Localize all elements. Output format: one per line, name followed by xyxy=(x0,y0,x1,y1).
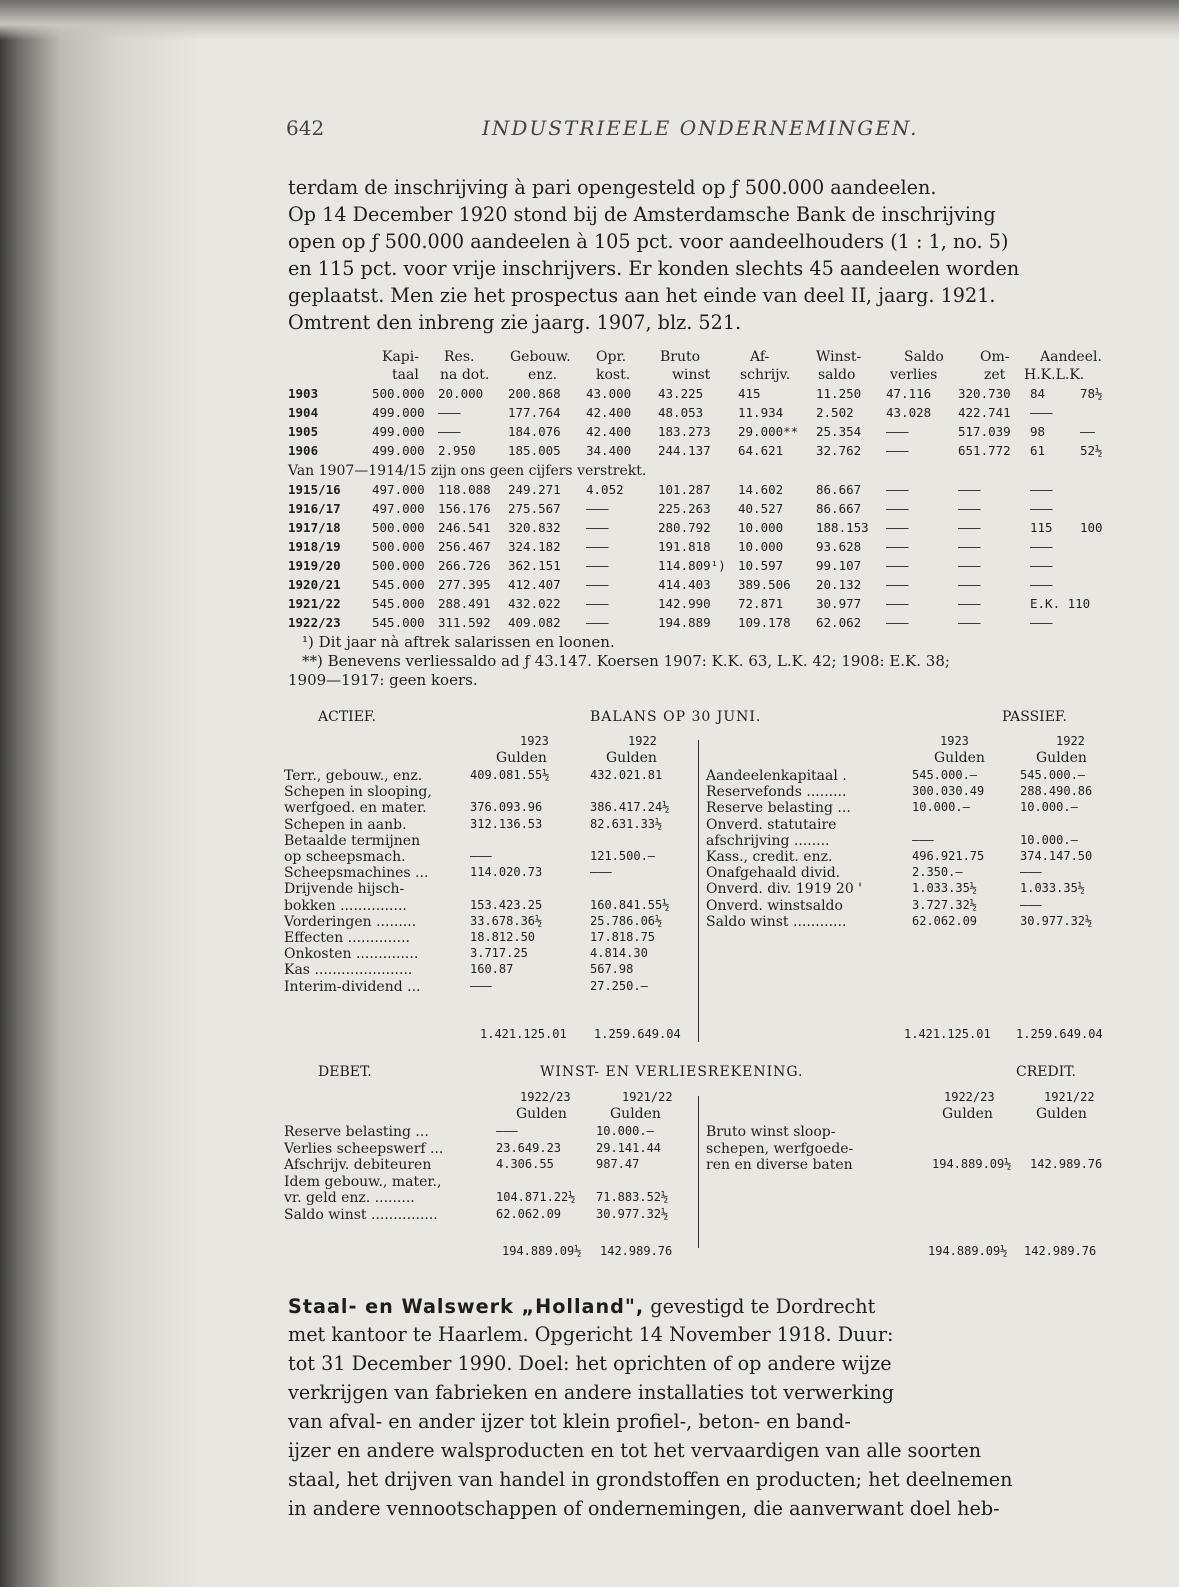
table-cell: 497.000 xyxy=(372,501,425,516)
ledger-value: 545.000.— xyxy=(1020,768,1086,782)
table-cell: 320.832 xyxy=(508,520,561,535)
ledger-value: 153.423.25 xyxy=(470,897,543,912)
unit-label: Gulden xyxy=(516,1106,567,1122)
ledger-label: afschrijving ........ xyxy=(706,832,830,849)
table-cell: —— xyxy=(1080,424,1096,439)
text-line: met kantoor te Haarlem. Opgericht 14 November 1918. Duur: xyxy=(288,1323,894,1346)
table-cell: 275.567 xyxy=(508,501,561,516)
row-year: 1917/18 xyxy=(288,520,341,535)
ledger-label: Reserve belasting ... xyxy=(706,800,851,817)
table-cell: 362.151 xyxy=(508,558,561,573)
table-cell: 115 xyxy=(1030,520,1053,535)
table-cell: 500.000 xyxy=(372,386,425,401)
table-cell: ——— xyxy=(1030,539,1053,554)
text-line: tot 31 December 1990. Doel: het oprichten of op andere wijze xyxy=(288,1352,892,1375)
ledger-label: Scheepsmachines ... xyxy=(284,865,429,882)
table-cell: 499.000 xyxy=(372,443,425,458)
table-cell: 244.137 xyxy=(658,443,711,458)
table-cell: 246.541 xyxy=(438,520,491,535)
table-cell: 64.621 xyxy=(738,443,784,458)
table-cell: ——— xyxy=(586,520,609,535)
table-cell: 177.764 xyxy=(508,405,561,420)
table-cell: 500.000 xyxy=(372,558,425,573)
row-year: 1905 xyxy=(288,424,319,439)
ledger-value: 386.417.24½ xyxy=(590,800,670,815)
text-line: in andere vennootschappen of ondernemingen, die aanverwant doel heb- xyxy=(288,1497,1000,1520)
ledger-value: 1.033.35½ xyxy=(1020,881,1086,896)
table-cell: ——— xyxy=(958,501,981,516)
table-cell: 422.741 xyxy=(958,405,1011,420)
table-cell: 320.730 xyxy=(958,386,1011,401)
col-header: Bruto xyxy=(660,349,701,365)
text-line: verkrijgen van fabrieken en andere installaties tot verwerking xyxy=(288,1381,895,1404)
table-cell: 545.000 xyxy=(372,596,425,611)
table-cell: 156.176 xyxy=(438,501,491,516)
running-title: INDUSTRIEELE ONDERNEMINGEN. xyxy=(482,116,919,140)
intro-line: open op ƒ 500.000 aandeelen à 105 pct. voor aandeelhouders (1 : 1, no. 5) xyxy=(288,230,1009,253)
ledger-label: Aandeelenkapitaal . xyxy=(706,768,847,784)
ledger-value: 29.141.44 xyxy=(596,1140,662,1155)
ledger-label: Terr., gebouw., enz. xyxy=(284,768,423,784)
ledger-label: Drijvende hijsch- xyxy=(284,881,405,898)
table-cell: 2.502 xyxy=(816,405,854,420)
table-cell: 499.000 xyxy=(372,405,425,420)
passief-title: PASSIEF. xyxy=(1002,709,1067,725)
ledger-value: 300.030.49 xyxy=(912,784,985,799)
table-cell: 84 xyxy=(1030,386,1046,401)
column-divider xyxy=(698,740,699,1042)
table-cell: 288.491 xyxy=(438,596,491,611)
credit-title: CREDIT. xyxy=(1016,1064,1076,1080)
ledger-value: 142.989.76 xyxy=(1030,1157,1103,1171)
gap-note: Van 1907—1914/15 zijn ons geen cijfers verstrekt. xyxy=(288,463,647,479)
table-cell: 42.400 xyxy=(586,424,632,439)
table-cell: ——— xyxy=(438,405,461,420)
table-cell: 225.263 xyxy=(658,501,711,516)
table-cell: ——— xyxy=(1030,615,1053,630)
table-cell: 62.062 xyxy=(816,615,862,630)
table-cell: 188.153 xyxy=(816,520,869,535)
table-cell: 517.039 xyxy=(958,424,1011,439)
table-cell: 10.000 xyxy=(738,520,784,535)
table-cell: 414.403 xyxy=(658,577,711,592)
col-header: Om- xyxy=(980,349,1010,365)
table-cell: 32.762 xyxy=(816,443,862,458)
table-cell: 311.592 xyxy=(438,615,491,630)
col-header: taal xyxy=(392,367,419,383)
table-cell: ——— xyxy=(1030,558,1053,573)
table-cell: 500.000 xyxy=(372,520,425,535)
table-cell: 20.000 xyxy=(438,386,484,401)
table-cell: ——— xyxy=(958,558,981,573)
table-cell: 545.000 xyxy=(372,577,425,592)
ledger-value: 409.081.55½ xyxy=(470,768,550,782)
ledger-value: 121.500.— xyxy=(590,849,656,863)
ledger-label: Onverd. statutaire xyxy=(706,816,837,833)
table-cell: ——— xyxy=(958,539,981,554)
unit-label: Gulden xyxy=(1036,1106,1087,1122)
ledger-value: ——— xyxy=(1020,865,1042,880)
intro-line: terdam de inschrijving à pari opengesteld op ƒ 500.000 aandeelen. xyxy=(288,176,937,199)
unit-label: Gulden xyxy=(934,750,985,766)
ledger-label: Afschrijv. debiteuren xyxy=(284,1157,432,1173)
ledger-value: ——— xyxy=(470,849,492,863)
ledger-value: 987.47 xyxy=(596,1157,640,1171)
year-label: 1923 xyxy=(520,734,549,748)
ledger-value: 114.020.73 xyxy=(470,865,543,880)
company-name: Staal- en Walswerk „Holland", xyxy=(288,1295,645,1318)
row-year: 1916/17 xyxy=(288,501,341,516)
ledger-label: Vorderingen ......... xyxy=(284,913,417,930)
table-cell: 47.116 xyxy=(886,386,932,401)
ledger-value: 1.033.35½ xyxy=(912,881,978,896)
ledger-label: Bruto winst sloop- xyxy=(706,1124,836,1140)
table-cell: 34.400 xyxy=(586,443,632,458)
ledger-value: 71.883.52½ xyxy=(596,1190,669,1204)
ledger-value: 10.000.— xyxy=(912,800,970,815)
table-cell: 266.726 xyxy=(438,558,491,573)
table-cell: 11.250 xyxy=(816,386,862,401)
table-cell: ——— xyxy=(586,577,609,592)
col-header: schrijv. xyxy=(740,367,791,383)
ledger-value: 160.87 xyxy=(470,962,514,977)
table-cell: ——— xyxy=(886,520,909,535)
table-cell: 48.053 xyxy=(658,405,704,420)
ledger-value: 30.977.32½ xyxy=(596,1206,669,1221)
year-label: 1922 xyxy=(628,734,657,748)
text-line: van afval- en ander ijzer tot klein profiel-, beton- en band- xyxy=(288,1410,851,1433)
col-header: enz. xyxy=(528,367,558,383)
ledger-value: 33.678.36½ xyxy=(470,913,543,928)
ledger-value: 374.147.50 xyxy=(1020,849,1093,863)
table-cell: 412.407 xyxy=(508,577,561,592)
table-cell: ——— xyxy=(958,520,981,535)
table-cell: 4.052 xyxy=(586,482,624,497)
year-label: 1922/23 xyxy=(944,1090,995,1104)
table-cell: 11.934 xyxy=(738,405,784,420)
table-cell: 324.182 xyxy=(508,539,561,554)
ledger-value: 62.062.09 xyxy=(496,1206,562,1221)
table-cell: ——— xyxy=(1030,405,1053,420)
ledger-value: 3.717.25 xyxy=(470,946,528,961)
table-cell: 200.868 xyxy=(508,386,561,401)
unit-label: Gulden xyxy=(1036,750,1087,766)
table-cell: 651.772 xyxy=(958,443,1011,458)
ledger-value: ——— xyxy=(1020,897,1042,912)
table-cell: ——— xyxy=(438,424,461,439)
ledger-label: schepen, werfgoede- xyxy=(706,1140,854,1157)
year-label: 1922/23 xyxy=(520,1090,571,1104)
ledger-label: Saldo winst ............ xyxy=(706,913,847,930)
col-header: na dot. xyxy=(440,367,490,383)
table-cell: ——— xyxy=(886,424,909,439)
table-cell: 184.076 xyxy=(508,424,561,439)
col-header: Res. xyxy=(444,349,475,365)
ledger-value: 2.350.— xyxy=(912,865,963,880)
table-cell: 30.977 xyxy=(816,596,862,611)
ledger-value: 17.818.75 xyxy=(590,930,656,944)
table-cell: 142.990 xyxy=(658,596,711,611)
table-cell: 43.000 xyxy=(586,386,632,401)
column-divider xyxy=(698,1096,699,1248)
total: 142.989.76 xyxy=(600,1244,673,1258)
table-cell: ——— xyxy=(586,539,609,554)
table-cell: ——— xyxy=(958,482,981,497)
table-cell: E.K. 110 xyxy=(1030,596,1091,611)
table-cell: 72.871 xyxy=(738,596,784,611)
table-cell: 43.028 xyxy=(886,405,932,420)
col-header: Kapi- xyxy=(382,349,419,365)
top-shadow xyxy=(0,0,1179,40)
ledger-value: 545.000.— xyxy=(912,768,978,782)
ledger-value: 3.727.32½ xyxy=(912,897,978,912)
row-year: 1921/22 xyxy=(288,596,341,611)
intro-line: en 115 pct. voor vrije inschrijvers. Er konden slechts 45 aandeelen worden xyxy=(288,257,1020,280)
col-header: kost. xyxy=(596,367,631,383)
ledger-value: 23.649.23 xyxy=(496,1140,562,1155)
table-cell: 2.950 xyxy=(438,443,476,458)
ledger-value: 376.093.96 xyxy=(470,800,543,815)
ledger-label: Reservefonds ......... xyxy=(706,784,847,801)
table-cell: ——— xyxy=(958,596,981,611)
footnote: ¹) Dit jaar nà aftrek salarissen en loonen. xyxy=(302,633,615,651)
total: 1.421.125.01 xyxy=(480,1027,567,1041)
total: 194.889.09½ xyxy=(928,1244,1008,1258)
ledger-value: 194.889.09½ xyxy=(932,1157,1012,1171)
row-year: 1920/21 xyxy=(288,577,341,592)
ledger-value: 288.490.86 xyxy=(1020,784,1093,799)
total: 1.259.649.04 xyxy=(594,1027,681,1041)
table-cell: 109.178 xyxy=(738,615,791,630)
table-cell: 100 xyxy=(1080,520,1103,535)
table-cell: 29.000** xyxy=(738,424,799,439)
ledger-value: 30.977.32½ xyxy=(1020,913,1093,928)
table-cell: 10.597 xyxy=(738,558,784,573)
ledger-label: ren en diverse baten xyxy=(706,1157,853,1173)
table-cell: 191.818 xyxy=(658,539,711,554)
table-cell: ——— xyxy=(886,539,909,554)
row-year: 1915/16 xyxy=(288,482,341,497)
table-cell: 185.005 xyxy=(508,443,561,458)
table-cell: 432.022 xyxy=(508,596,561,611)
ledger-label: werfgoed. en mater. xyxy=(284,800,427,817)
ledger-label: bokken ............... xyxy=(284,897,407,914)
ledger-label: op scheepsmach. xyxy=(284,849,406,865)
footnote: 1909—1917: geen koers. xyxy=(288,671,478,689)
total: 194.889.09½ xyxy=(502,1244,582,1258)
table-cell: 497.000 xyxy=(372,482,425,497)
year-label: 1922 xyxy=(1056,734,1085,748)
row-year: 1903 xyxy=(288,386,319,401)
col-header: Aandeel. xyxy=(1040,349,1102,365)
ledger-value: 567.98 xyxy=(590,962,634,977)
total: 142.989.76 xyxy=(1024,1244,1097,1258)
table-cell: ——— xyxy=(1030,482,1053,497)
table-cell: 389.506 xyxy=(738,577,791,592)
table-cell: ——— xyxy=(886,596,909,611)
ledger-label: Onverd. div. 1919 20 ' xyxy=(706,881,863,898)
table-cell: 52½ xyxy=(1080,443,1103,458)
table-cell: ——— xyxy=(586,558,609,573)
table-cell: 114.809¹) xyxy=(658,558,726,573)
table-cell: 61 xyxy=(1030,443,1046,458)
col-header: saldo xyxy=(818,367,856,383)
table-cell: 249.271 xyxy=(508,482,561,497)
row-year: 1922/23 xyxy=(288,615,341,630)
table-cell: 20.132 xyxy=(816,577,862,592)
ledger-value: 104.871.22½ xyxy=(496,1190,576,1204)
ledger-label: Onafgehaald divid. xyxy=(706,865,841,882)
ledger-label: Onverd. winstsaldo xyxy=(706,897,843,914)
table-cell: 256.467 xyxy=(438,539,491,554)
table-cell: 86.667 xyxy=(816,482,862,497)
ledger-label: Schepen in aanb. xyxy=(284,816,407,833)
table-cell: ——— xyxy=(886,615,909,630)
table-cell: ——— xyxy=(958,577,981,592)
year-label: 1923 xyxy=(940,734,969,748)
table-cell: ——— xyxy=(886,558,909,573)
ledger-label: Kas ...................... xyxy=(284,962,413,979)
ledger-label: Saldo winst ............... xyxy=(284,1206,438,1223)
table-cell: 93.628 xyxy=(816,539,862,554)
ledger-label: Schepen in slooping, xyxy=(284,784,432,801)
row-year: 1919/20 xyxy=(288,558,341,573)
row-year: 1918/19 xyxy=(288,539,341,554)
table-cell: 499.000 xyxy=(372,424,425,439)
col-header: H.K.L.K. xyxy=(1024,367,1085,383)
ledger-value: 82.631.33½ xyxy=(590,816,663,831)
text-line: staal, het drijven van handel in grondstoffen en producten; het deelnemen xyxy=(288,1468,1013,1491)
table-cell: ——— xyxy=(886,482,909,497)
table-cell: 415 xyxy=(738,386,761,401)
year-label: 1921/22 xyxy=(622,1090,673,1104)
ledger-label: Betaalde termijnen xyxy=(284,832,421,849)
table-cell: ——— xyxy=(586,596,609,611)
total: 1.421.125.01 xyxy=(904,1027,991,1041)
ledger-value: ——— xyxy=(496,1124,518,1138)
table-cell: ——— xyxy=(886,501,909,516)
ledger-value: 4.814.30 xyxy=(590,946,648,961)
col-header: winst xyxy=(672,367,711,383)
table-cell: 101.287 xyxy=(658,482,711,497)
col-header: Opr. xyxy=(596,349,627,365)
table-cell: 25.354 xyxy=(816,424,862,439)
unit-label: Gulden xyxy=(496,750,547,766)
ledger-value: ——— xyxy=(470,978,492,993)
table-cell: 42.400 xyxy=(586,405,632,420)
ledger-value: 432.021.81 xyxy=(590,768,663,782)
unit-label: Gulden xyxy=(942,1106,993,1122)
ledger-value: 27.250.— xyxy=(590,978,648,993)
ledger-value: ——— xyxy=(590,865,612,880)
table-cell: 409.082 xyxy=(508,615,561,630)
table-cell: 118.088 xyxy=(438,482,491,497)
total: 1.259.649.04 xyxy=(1016,1027,1103,1041)
book-page-edges xyxy=(0,0,210,1587)
col-header: Gebouw. xyxy=(510,349,571,365)
ledger-value: 312.136.53 xyxy=(470,816,543,831)
table-cell: 40.527 xyxy=(738,501,784,516)
ledger-label: Idem gebouw., mater., xyxy=(284,1173,442,1190)
ledger-value: 160.841.55½ xyxy=(590,897,670,912)
ledger-value: 18.812.50 xyxy=(470,930,536,944)
col-header: verlies xyxy=(890,367,938,383)
col-header: zet xyxy=(984,367,1006,383)
intro-line: Omtrent den inbreng zie jaarg. 1907, blz. 521. xyxy=(288,311,742,334)
table-cell: 277.395 xyxy=(438,577,491,592)
ledger-value: 10.000.— xyxy=(596,1124,654,1138)
ledger-value: 496.921.75 xyxy=(912,849,985,863)
table-cell: 194.889 xyxy=(658,615,711,630)
text-line: gevestigd te Dordrecht xyxy=(650,1295,876,1318)
ledger-label: Effecten .............. xyxy=(284,930,410,946)
table-cell: ——— xyxy=(1030,577,1053,592)
table-cell: 14.602 xyxy=(738,482,784,497)
page-number: 642 xyxy=(286,116,325,140)
balans-title: BALANS OP 30 JUNI. xyxy=(590,709,762,725)
ledger-label: vr. geld enz. ......... xyxy=(284,1190,415,1206)
col-header: Winst- xyxy=(816,349,862,365)
year-label: 1921/22 xyxy=(1044,1090,1095,1104)
ledger-label: Interim-dividend ... xyxy=(284,978,421,995)
table-cell: 99.107 xyxy=(816,558,862,573)
winst-title: WINST- EN VERLIESREKENING. xyxy=(540,1064,804,1080)
table-cell: ——— xyxy=(586,615,609,630)
table-cell: 10.000 xyxy=(738,539,784,554)
ledger-value: ——— xyxy=(912,832,934,847)
table-cell: 545.000 xyxy=(372,615,425,630)
intro-line: Op 14 December 1920 stond bij de Amsterdamsche Bank de inschrijving xyxy=(288,203,996,226)
table-cell: ——— xyxy=(1030,501,1053,516)
table-cell: 43.225 xyxy=(658,386,704,401)
table-cell: 86.667 xyxy=(816,501,862,516)
intro-line: geplaatst. Men zie het prospectus aan het einde van deel II, jaarg. 1921. xyxy=(288,284,996,307)
debet-title: DEBET. xyxy=(318,1064,372,1080)
ledger-label: Reserve belasting ... xyxy=(284,1124,429,1140)
actief-title: ACTIEF. xyxy=(318,709,376,725)
table-cell: 98 xyxy=(1030,424,1046,439)
ledger-value: 4.306.55 xyxy=(496,1157,554,1171)
text-line: ijzer en andere walsproducten en tot het vervaardigen van alle soorten xyxy=(288,1439,982,1462)
ledger-value: 10.000.— xyxy=(1020,832,1078,847)
ledger-label: Verlies scheepswerf ... xyxy=(284,1140,444,1157)
col-header: Saldo xyxy=(904,349,944,365)
ledger-value: 10.000.— xyxy=(1020,800,1078,815)
ledger-value: 25.786.06½ xyxy=(590,913,663,928)
table-cell: 280.792 xyxy=(658,520,711,535)
row-year: 1906 xyxy=(288,443,319,458)
unit-label: Gulden xyxy=(606,750,657,766)
ledger-label: Onkosten .............. xyxy=(284,946,419,963)
footnote: **) Benevens verliessaldo ad ƒ 43.147. Koersen 1907: K.K. 63, L.K. 42; 1908: E.K. 38; xyxy=(302,652,950,670)
unit-label: Gulden xyxy=(610,1106,661,1122)
table-cell: 78½ xyxy=(1080,386,1103,401)
col-header: Af- xyxy=(750,349,770,365)
table-cell: ——— xyxy=(586,501,609,516)
table-cell: ——— xyxy=(886,577,909,592)
ledger-value: 62.062.09 xyxy=(912,913,978,928)
ledger-label: Kass., credit. enz. xyxy=(706,849,833,865)
table-cell: ——— xyxy=(886,443,909,458)
table-cell: ——— xyxy=(958,615,981,630)
row-year: 1904 xyxy=(288,405,319,420)
table-cell: 500.000 xyxy=(372,539,425,554)
table-cell: 183.273 xyxy=(658,424,711,439)
